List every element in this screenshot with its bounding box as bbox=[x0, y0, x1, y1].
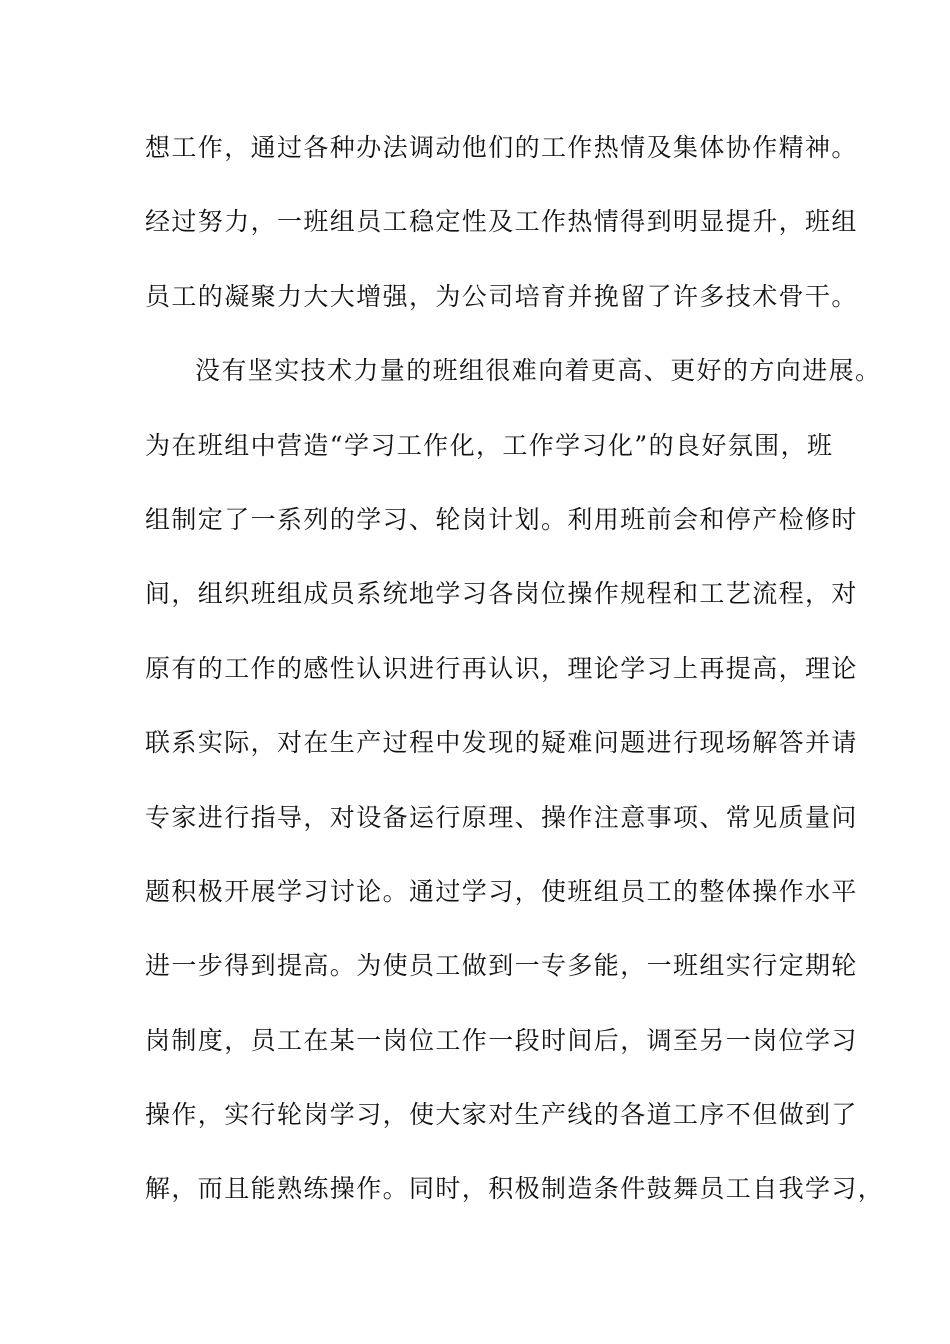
body-text bbox=[145, 128, 885, 1244]
text-line: 专家进行指导，对设备运行原理、操作注意事项、常见质量问 bbox=[145, 802, 858, 832]
text-line: 进一步得到提高。为使员工做到一专多能，一班组实行定期轮 bbox=[145, 951, 858, 981]
text-line: 为在班组中营造“学习工作化，工作学习化”的良好氛围，班 bbox=[145, 430, 834, 460]
text-line: 组制定了一系列的学习、轮岗计划。利用班前会和停产检修时 bbox=[145, 504, 858, 534]
text-line: 操作，实行轮岗学习，使大家对生产线的各道工序不但做到了 bbox=[145, 1100, 858, 1130]
text-line: 联系实际，对在生产过程中发现的疑难问题进行现场解答并请 bbox=[145, 728, 858, 758]
paragraph-first-line: 没有坚实技术力量的班组很难向着更高、更好的方向进展。 bbox=[195, 356, 882, 386]
text-line: 原有的工作的感性认识进行再认识，理论学习上再提高，理论 bbox=[145, 653, 858, 683]
text-line: 岗制度，员工在某一岗位工作一段时间后，调至另一岗位学习 bbox=[145, 1025, 858, 1055]
text-line: 经过努力，一班组员工稳定性及工作热情得到明显提升，班组 bbox=[145, 207, 858, 237]
text-line: 想工作，通过各种办法调动他们的工作热情及集体协作精神。 bbox=[145, 133, 858, 162]
text-line: 题积极开展学习讨论。通过学习，使班组员工的整体操作水平 bbox=[145, 876, 858, 906]
text-line: 员工的凝聚力大大增强，为公司培育并挽留了许多技术骨干。 bbox=[145, 281, 858, 311]
text-line: 解，而且能熟练操作。同时，积极制造条件鼓舞员工自我学习， bbox=[145, 1174, 885, 1204]
text-line: 间，组织班组成员系统地学习各岗位操作规程和工艺流程，对 bbox=[145, 579, 858, 609]
